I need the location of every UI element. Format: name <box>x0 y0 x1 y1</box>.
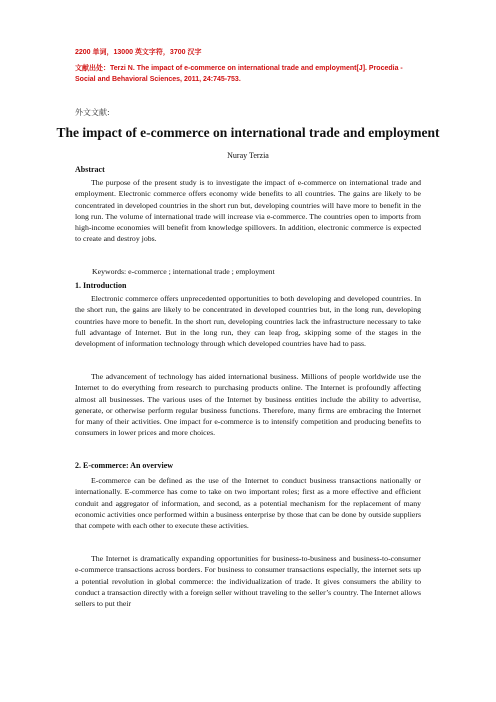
section-2-paragraph-1: E-commerce can be defined as the use of the Internet to conduct business transactions nationally or internationally. E-commerce has come to take on two important roles; first as a more effective and efficient conduit and aggregator of information, and second, as a potential mechanism for the replacement of many economic activities once performed within a business enterprise by those that can be done by outside suppliers that compete with each other to execute these activities. <box>75 476 421 531</box>
paper-title: The impact of e-commerce on international trade and employment <box>56 125 440 140</box>
section-1-heading: 1. Introduction <box>75 281 127 290</box>
foreign-literature-label: 外文文献: <box>75 108 110 117</box>
section-2-paragraph-2: The Internet is dramatically expanding opportunities for business-to-business and business-to-consumer e-commerce transactions across borders. For business to consumer transactions especially, the internet sets up a potential revolution in global commerce: the individualization of trade. It gives consumers the ability to conduct a transaction directly with a foreign seller without traveling to the seller’s country. The Internet allows sellers to put their <box>75 554 421 609</box>
section-2-heading: 2. E-commerce: An overview <box>75 461 174 470</box>
word-count-note: 2200 单词，13000 英文字符，3700 汉字 <box>75 49 202 56</box>
source-citation: 文献出处：Terzi N. The impact of e-commerce on international trade and employment[J]. Procedia - Social and Behavioral Sciences, 2011, 24:745-753. <box>75 65 403 83</box>
paper-author: Nuray Terzia <box>227 151 269 160</box>
keywords: Keywords: e-commerce ; international trade ; employment <box>92 267 275 276</box>
abstract-heading: Abstract <box>75 165 105 174</box>
section-1-paragraph-2: The advancement of technology has aided international business. Millions of people worldwide use the Internet to do everything from research to purchasing products online. The Internet is profoundly affecting almost all businesses. The various uses of the Internet by business entities include the ability to advertise, generate, or otherwise perform regular business functions. Therefore, many firms are embracing the Internet for many of their activities. One impact for e-commerce is to intensify competition and producing benefits to consumers in lower prices and more choices. <box>75 372 421 438</box>
section-1-paragraph-1: Electronic commerce offers unprecedented opportunities to both developing and developed countries. In the short run, the gains are likely to be concentrated in developed countries but, in the long run, developing countries have more to benefit. In the short run, developing countries lack the infrastructure necessary to take full advantage of Internet. But in the long run, they can leap frog, skipping some of the stages in the development of information technology through which developed countries have had to pass. <box>75 294 421 349</box>
abstract-text: The purpose of the present study is to investigate the impact of e-commerce on international trade and employment. Electronic commerce offers economy wide benefits to all countries. The gains are likely to be concentrated in developed countries in the short run but, developing countries will have more to benefit in the long run. The volume of international trade will increase via e-commerce. The countries open to imports from high-income economies will benefit from knowledge spillovers. In addition, electronic commerce is expected to create and destroy jobs. <box>75 178 421 244</box>
